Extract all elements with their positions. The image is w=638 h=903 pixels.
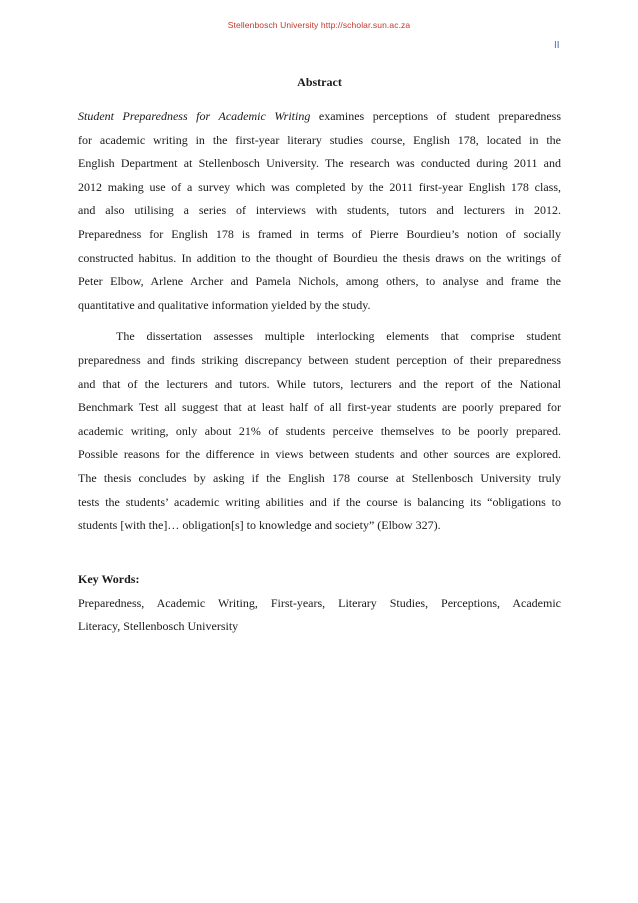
text-line: constructed habitus. In addition to the thought of Bourdieu the thesis draws on the writings of [78, 250, 561, 265]
text-line: Possible reasons for the difference in views between students and other sources are explored. [78, 447, 561, 462]
text-line: 2012 making use of a survey which was completed by the 2011 first-year English 178 class, [78, 179, 561, 194]
text-line: preparedness and finds striking discrepancy between student perception of their preparedness [78, 352, 561, 367]
page-number: II [554, 40, 560, 51]
abstract-paragraph-1 [78, 105, 561, 317]
text-line: quantitative and qualitative information yielded by the study. [78, 297, 371, 312]
document-body [78, 74, 561, 639]
text-line: Peter Elbow, Arlene Archer and Pamela Nichols, among others, to analyse and frame the [78, 274, 561, 289]
text-line: for academic writing in the first-year literary studies course, English 178, located in the [78, 132, 561, 147]
text-line: academic writing, only about 21% of students perceive themselves to be poorly prepared. [78, 423, 561, 438]
keywords-list [78, 592, 561, 639]
text-line: and that of the lecturers and tutors. While tutors, lecturers and the report of the National [78, 376, 561, 391]
text-line: and also utilising a series of interviews with students, tutors and lecturers in 2012. [78, 203, 561, 218]
header-watermark: Stellenbosch University http://scholar.sun.ac.za [227, 20, 411, 30]
book-title: Student Preparedness for Academic Writing [78, 109, 311, 123]
text-line: The thesis concludes by asking if the English 178 course at Stellenbosch University truly [78, 470, 561, 485]
abstract-title: Abstract [297, 75, 342, 89]
text-line: The dissertation assesses multiple interlocking elements that comprise student [116, 329, 561, 344]
text-line: Student Preparedness for Academic Writing examines perceptions of student preparedness [78, 109, 561, 123]
text-line: Preparedness, Academic Writing, First-years, Literary Studies, Perceptions, Academic [78, 595, 561, 610]
text-line: tests the students’ academic writing abilities and if the course is balancing its “obligations to [78, 494, 561, 509]
text-line: students [with the]… obligation[s] to knowledge and society” (Elbow 327). [78, 518, 441, 533]
abstract-paragraph-2 [78, 325, 561, 537]
text-line: Benchmark Test all suggest that at least half of all first-year students are poorly prepared for [78, 400, 561, 415]
keywords-heading: Key Words: [78, 571, 140, 586]
text-line: English Department at Stellenbosch University. The research was conducted during 2011 and [78, 156, 561, 171]
text-line: Preparedness for English 178 is framed in terms of Pierre Bourdieu’s notion of socially [78, 226, 561, 241]
text-line: Literacy, Stellenbosch University [78, 619, 239, 634]
